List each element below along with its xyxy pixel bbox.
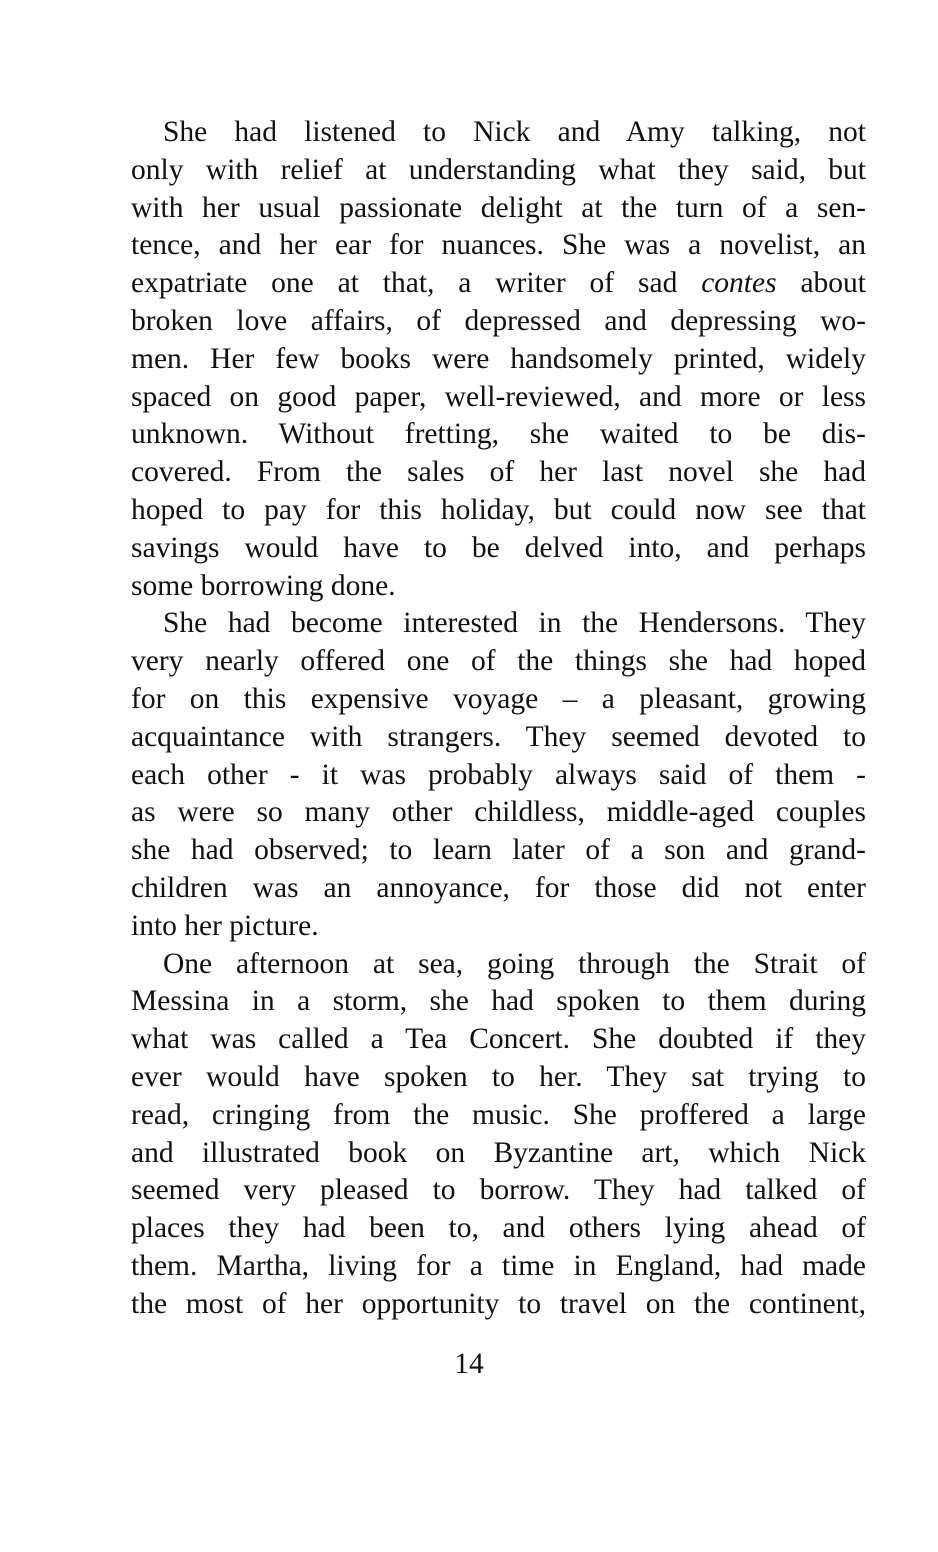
text-line: and illustrated book on Byzantine art, which Nick bbox=[131, 1136, 866, 1169]
text-line: children was an annoyance, for those did not enter bbox=[131, 871, 866, 904]
text-line: some borrowing done. bbox=[131, 569, 396, 602]
paragraph-2 bbox=[131, 605, 866, 945]
body-text bbox=[131, 114, 866, 1324]
text-line: men. Her few books were handsomely printed, widely bbox=[131, 342, 866, 375]
text-line: them. Martha, living for a time in England, had made bbox=[131, 1249, 866, 1282]
text-line: unknown. Without fretting, she waited to be dis- bbox=[131, 418, 866, 451]
text-line: only with relief at understanding what they said, but bbox=[131, 153, 866, 186]
text-line: spaced on good paper, well-reviewed, and more or less bbox=[131, 380, 866, 413]
text-line: what was called a Tea Concert. She doubted if they bbox=[131, 1023, 866, 1056]
text-line: expatriate one at that, a writer of sad contes about bbox=[131, 267, 866, 300]
text-line: tence, and her ear for nuances. She was a novelist, an bbox=[131, 229, 866, 262]
text-line: ever would have spoken to her. They sat trying to bbox=[131, 1060, 866, 1093]
text-line: she had observed; to learn later of a son and grand- bbox=[131, 834, 866, 867]
text-line: for on this expensive voyage – a pleasant, growing bbox=[131, 682, 866, 715]
text-line: places they had been to, and others lying ahead of bbox=[131, 1212, 866, 1245]
text-line: acquaintance with strangers. They seemed devoted to bbox=[131, 720, 866, 753]
text-line: She had become interested in the Hendersons. They bbox=[163, 607, 866, 640]
text-line: as were so many other childless, middle-aged couples bbox=[131, 796, 866, 829]
text-line: each other - it was probably always said of them - bbox=[131, 758, 866, 791]
text-line: She had listened to Nick and Amy talking, not bbox=[163, 116, 866, 148]
page-number: 14 bbox=[454, 1348, 484, 1380]
text-line: very nearly offered one of the things she had hoped bbox=[131, 645, 866, 678]
text-line: Messina in a storm, she had spoken to them during bbox=[131, 985, 866, 1018]
text-line: covered. From the sales of her last novel she had bbox=[131, 456, 866, 489]
paragraph-1 bbox=[131, 114, 866, 605]
text-line: seemed very pleased to borrow. They had talked of bbox=[131, 1174, 866, 1207]
text-line: broken love affairs, of depressed and depressing wo- bbox=[131, 304, 866, 337]
text-line: into her picture. bbox=[131, 909, 319, 942]
paragraph-3 bbox=[131, 946, 866, 1324]
text-line: hoped to pay for this holiday, but could now see that bbox=[131, 493, 866, 526]
text-line: the most of her opportunity to travel on the continent, bbox=[131, 1287, 866, 1320]
text-line: with her usual passionate delight at the turn of a sen- bbox=[131, 191, 866, 224]
text-line: read, cringing from the music. She proffered a large bbox=[131, 1098, 866, 1131]
text-line: One afternoon at sea, going through the Strait of bbox=[163, 947, 866, 980]
text-line: savings would have to be delved into, and perhaps bbox=[131, 531, 866, 564]
